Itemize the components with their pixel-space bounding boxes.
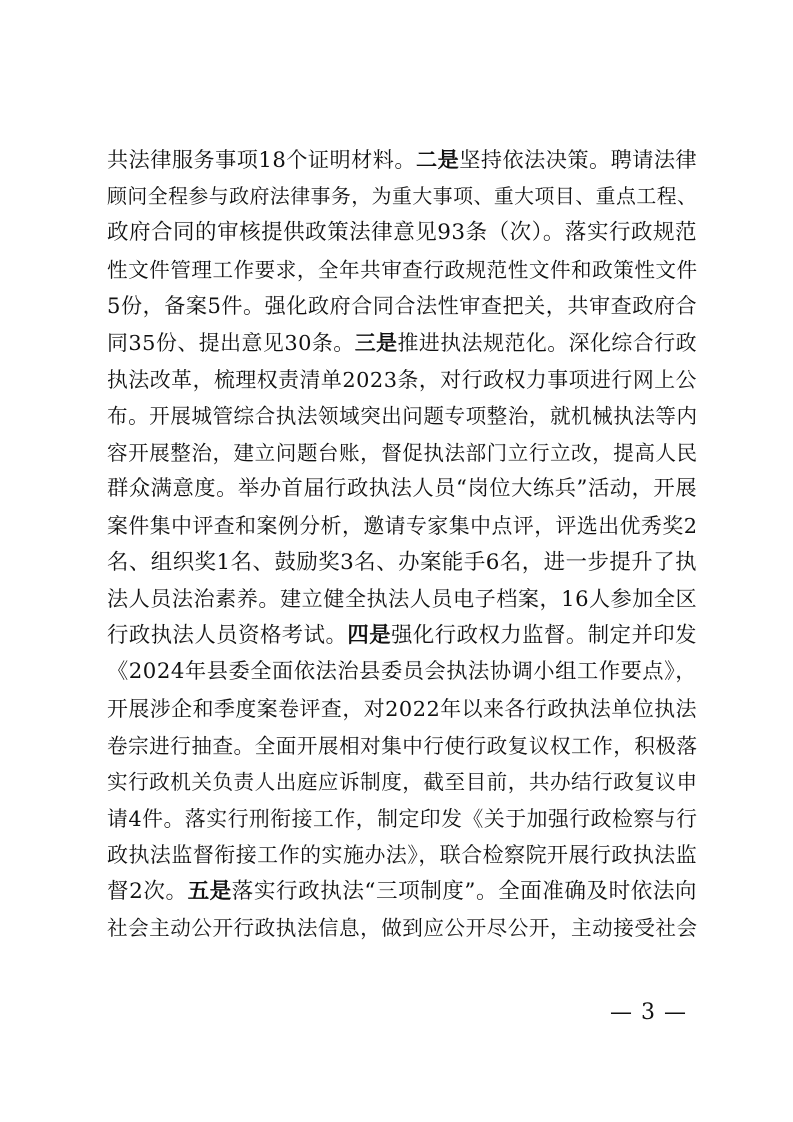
text-line	[107, 545, 697, 582]
text-segment: 政府合同的审核提供政策法律意见93条（次）。落实行政规范	[107, 220, 698, 246]
text-segment: 容开展整治，建立问题台账，督促执法部门立行立改，提高人民	[107, 440, 698, 465]
text-segment: 开展涉企和季度案卷评查，对2022年以来各行政执法单位执法	[107, 696, 697, 721]
text-line	[107, 874, 697, 911]
text-line	[107, 288, 697, 325]
text-segment: 群众满意度。举办首届行政执法人员“岗位大练兵”活动，开展	[107, 476, 697, 502]
text-line	[107, 691, 697, 728]
text-segment: 名、组织奖1名、鼓励奖3名、办案能手6名，进一步提升了执	[107, 549, 698, 575]
page-number: — 3 —	[610, 1000, 687, 1025]
text-segment: 强化行政权力监督。制定并印发	[391, 622, 697, 648]
text-line	[107, 252, 697, 289]
body-text	[107, 142, 697, 947]
text-line	[107, 508, 697, 545]
text-line	[107, 325, 697, 362]
text-line	[107, 179, 697, 216]
text-segment: 社会主动公开行政执法信息，做到应公开尽公开，主动接受社会	[107, 916, 698, 941]
text-line	[107, 764, 697, 801]
text-line	[107, 142, 697, 179]
text-segment: 案件集中评查和案例分析，邀请专家集中点评，评选出优秀奖2	[107, 513, 698, 538]
text-segment: 请4件。落实行刑衔接工作，制定印发《关于加强行政检察与行	[107, 806, 698, 831]
text-line	[107, 654, 697, 691]
text-line	[107, 728, 697, 765]
text-line	[107, 910, 697, 947]
text-segment: 坚持依法决策。聘请法律	[459, 147, 698, 172]
text-line	[107, 362, 697, 399]
emphasis-label: 三是	[354, 329, 398, 355]
text-segment: 卷宗进行抽查。全面开展相对集中行使行政复议权工作，积极落	[107, 733, 698, 758]
text-line	[107, 398, 697, 435]
text-segment: 执法改革，梳理权责清单2023条，对行政权力事项进行网上公	[107, 367, 697, 392]
emphasis-label: 五是	[187, 878, 232, 904]
text-segment: 行政执法人员资格考试。	[107, 622, 348, 648]
text-line	[107, 471, 697, 508]
text-line	[107, 215, 697, 252]
text-segment: 推进执法规范化。深化综合行政	[397, 330, 697, 355]
text-line	[107, 837, 697, 874]
text-line	[107, 581, 697, 618]
text-segment: 实行政机关负责人出庭应诉制度，截至目前，共办结行政复议申	[107, 770, 698, 795]
text-segment: 政执法监督衔接工作的实施办法》，联合检察院开展行政执法监	[107, 843, 698, 868]
text-segment: 落实行政执法“三项制度”。全面准确及时依法向	[231, 878, 698, 904]
text-segment: 《2024年县委全面依法治县委员会执法协调小组工作要点》，	[107, 659, 697, 685]
text-segment: 5份，备案5件。强化政府合同合法性审查把关，共审查政府合	[107, 293, 698, 319]
text-segment: 顾问全程参与政府法律事务，为重大事项、重大项目、重点工程、	[107, 184, 698, 208]
text-line	[107, 618, 697, 655]
text-line	[107, 801, 697, 838]
emphasis-label: 四是	[347, 622, 392, 648]
text-segment: 布。开展城管综合执法领域突出问题专项整治，就机械执法等内	[107, 404, 698, 429]
text-line	[107, 435, 697, 472]
text-segment: 法人员法治素养。建立健全执法人员电子档案，16人参加全区	[107, 586, 698, 612]
text-segment: 督2次。	[107, 878, 188, 904]
emphasis-label: 二是	[416, 147, 460, 172]
text-segment: 共法律服务事项18个证明材料。	[107, 147, 417, 172]
text-segment: 同35份、提出意见30条。	[107, 330, 355, 355]
text-segment: 性文件管理工作要求，全年共审查行政规范性文件和政策性文件	[107, 257, 698, 282]
